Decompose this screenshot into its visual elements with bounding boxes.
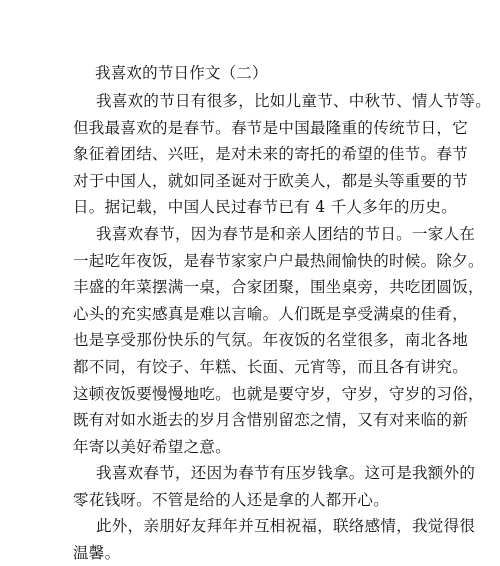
paragraph-line: 我喜欢春节，因为春节是和亲人团结的节日。一家人在 — [96, 225, 476, 243]
paragraph-3 — [73, 460, 476, 513]
paragraph-line: 既有对如水逝去的岁月含惜别留恋之情，又有对来临的新 — [73, 411, 469, 430]
paragraph-line: 年寄以美好希望之意。 — [73, 437, 232, 456]
paragraph-line: 此外，亲朋好友拜年并互相祝福，联络感情，我觉得很 — [96, 517, 476, 535]
paragraph-line: 日。据记载，中国人民过春节已有 4 千人多年的历史。 — [73, 198, 458, 217]
paragraph-line: 我喜欢的节日有很多，比如儿童节、中秋节、情人节等。 — [96, 92, 492, 110]
paragraph-4 — [73, 513, 476, 566]
paragraph-line: 温馨。 — [73, 543, 121, 562]
paragraph-line: 象征着团结、兴旺，是对未来的寄托的希望的佳节。春节 — [73, 145, 469, 164]
paragraph-line: 都不同，有饺子、年糕、长面、元宵等，而且各有讲究。 — [73, 357, 469, 376]
paragraph-line: 对于中国人，就如同圣诞对于欧美人，都是头等重要的节 — [73, 171, 469, 190]
paragraph-2 — [73, 221, 484, 460]
paragraph-line: 但我最喜欢的是春节。春节是中国最隆重的传统节日，它 — [73, 118, 469, 137]
document-title: 我喜欢的节日作文（二） — [95, 64, 268, 82]
paragraph-line: 零花钱呀。不管是给的人还是拿的人都开心。 — [73, 490, 390, 509]
paragraph-line: 丰盛的年菜摆满一桌，合家团聚，围坐桌旁，共吃团圆饭， — [73, 278, 484, 297]
paragraph-line: 我喜欢春节，还因为春节有压岁钱拿。这可是我额外的 — [96, 464, 476, 482]
paragraph-line: 也是享受那份快乐的气氛。年夜饭的名堂很多，南北各地 — [73, 331, 469, 350]
paragraph-line: 一起吃年夜饭，是春节家家户户最热闹愉快的时候。除夕。 — [73, 251, 484, 270]
paragraph-1 — [73, 88, 492, 221]
paragraph-line: 心头的充实感真是难以言喻。人们既是享受满桌的佳肴， — [73, 304, 469, 323]
paragraph-line: 这顿夜饭要慢慢地吃。也就是要守岁，守岁，守岁的习俗， — [73, 384, 484, 403]
